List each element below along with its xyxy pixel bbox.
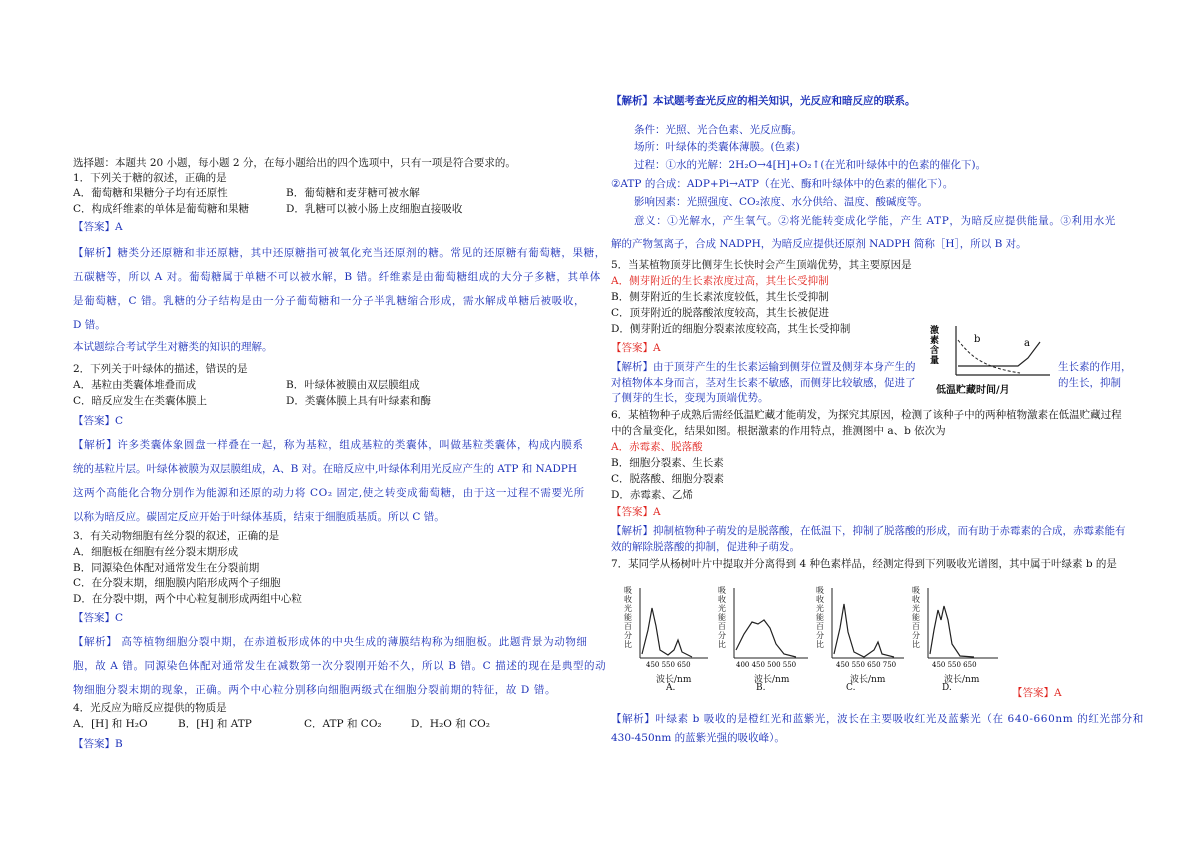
q5-answer: 【答案】A bbox=[611, 342, 661, 354]
q1-option-d: D．乳糖可以被小肠上皮细胞直接吸收 bbox=[286, 203, 463, 215]
q5-explanation-3: 了侧芽的生长，变现为顶端优势。 bbox=[611, 392, 769, 404]
spectrum-panel-d bbox=[910, 580, 1000, 694]
q4-explanation-meaning-2: 解的产物氢离子，合成 NADPH，为暗反应提供还原剂 NADPH 简称［H］，所以 B 对。 bbox=[611, 238, 1027, 250]
q1-option-c: C．构成纤维素的单体是葡萄糖和果糖 bbox=[73, 203, 250, 215]
q5-explanation-2: 对植物体本身而言，茎对生长素不敏感，而侧芽比较敏感，促进了 bbox=[611, 377, 916, 389]
q5-option-c: C．顶芽附近的脱落酸浓度较高，其生长被促进 bbox=[611, 307, 830, 319]
q3-stem: 3．有关动物细胞有丝分裂的叙述，正确的是 bbox=[73, 530, 280, 542]
q6-option-d: D．赤霉素、乙烯 bbox=[611, 489, 693, 501]
q3-option-d: D．在分裂中期，两个中心粒复制形成两组中心粒 bbox=[73, 593, 302, 605]
q4-explanation-factors: 影响因素：光照强度、CO₂浓度、水分供给、温度、酸碱度等。 bbox=[634, 196, 928, 208]
spectrum-ticks-b: 400 450 500 550 bbox=[736, 661, 797, 669]
q4-explanation-meaning-1: 意义：①光解水，产生氧气。②将光能转变成化学能，产生 ATP，为暗反应提供能量。③利用水光 bbox=[634, 215, 1116, 227]
q2-stem: 2．下列关于叶绿体的描述，错误的是 bbox=[73, 363, 248, 375]
q5-explanation-2b: 的生长，抑制 bbox=[1058, 377, 1121, 389]
spectrum-ticks-d: 450 550 650 bbox=[932, 661, 977, 669]
spectrum-ylabel-b: 吸收光能百分比 bbox=[718, 586, 726, 649]
q3-explanation-1: 【解析】 高等植物细胞分裂中期，在赤道板形成体的中央生成的薄膜结构称为细胞板。此题背景为动物细 bbox=[73, 636, 588, 648]
spectrum-label-a: A. bbox=[666, 683, 676, 693]
q2-explanation-2: 统的基粒片层。叶绿体被膜为双层膜组成，A、B 对。在暗反应中,叶绿体利用光反应产生的 ATP 和 NADPH bbox=[73, 463, 577, 475]
q3-explanation-2: 胞，故 A 错。同源染色体配对通常发生在减数第一次分裂刚开始不久，所以 B 错。C 描述的现在是典型的动 bbox=[73, 660, 607, 672]
q1-explanation-4: D 错。 bbox=[73, 319, 106, 331]
q6-explanation-2: 效的解除脱落酸的抑制，促进种子萌发。 bbox=[611, 541, 800, 553]
spectrum-xlabel-b: 波长/nm bbox=[754, 675, 790, 685]
q4-option-d: D．H₂O 和 CO₂ bbox=[411, 718, 490, 730]
q4-explanation-location: 场所：叶绿体的类囊体薄膜。(色素) bbox=[634, 141, 800, 153]
q6-option-a: A．赤霉素、脱落酸 bbox=[611, 441, 703, 453]
q2-answer: 【答案】C bbox=[73, 415, 124, 427]
q6-answer: 【答案】A bbox=[611, 506, 661, 518]
graph-y-label: 激素含量 bbox=[930, 326, 940, 366]
q4-option-c: C．ATP 和 CO₂ bbox=[304, 718, 382, 730]
q4-option-a: A．[H] 和 H₂O bbox=[73, 718, 148, 730]
q1-stem: 1．下列关于糖的叙述，正确的是 bbox=[73, 172, 227, 184]
spectrum-label-b: B. bbox=[756, 683, 766, 693]
spectrum-label-c: C. bbox=[846, 683, 856, 693]
spectrum-ylabel-c: 吸收光能百分比 bbox=[816, 586, 824, 649]
graph-label-b: b bbox=[974, 334, 981, 345]
q2-option-b: B．叶绿体被膜由双层膜组成 bbox=[286, 379, 420, 391]
q3-option-b: B．同源染色体配对通常发生在分裂前期 bbox=[73, 562, 260, 574]
graph-label-a: a bbox=[1024, 338, 1030, 349]
q6-option-b: B．细胞分裂素、生长素 bbox=[611, 457, 724, 469]
q6-stem-2: 中的含量变化，结果如图。根据激素的作用特点，推测图中 a、b 依次为 bbox=[611, 425, 946, 437]
q1-option-b: B．葡萄糖和麦芽糖可被水解 bbox=[286, 187, 420, 199]
spectrum-xlabel-c: 波长/nm bbox=[850, 675, 886, 685]
q4-answer: 【答案】B bbox=[73, 738, 123, 750]
q5-stem: 5．当某植物顶芽比侧芽生长快时会产生顶端优势，其主要原因是 bbox=[611, 259, 912, 271]
q3-explanation-3: 物细胞分裂末期的现象，正确。两个中心粒分别移向细胞两级式在细胞分裂前期的特征，故 D 错。 bbox=[73, 684, 557, 696]
q2-option-a: A．基粒由类囊体堆叠而成 bbox=[73, 379, 197, 391]
q3-answer: 【答案】C bbox=[73, 612, 124, 624]
q2-explanation-4: 以称为暗反应。碳固定反应开始于叶绿体基质，结束于细胞质基质。所以 C 错。 bbox=[73, 511, 445, 523]
q1-option-a: A．葡萄糖和果糖分子均有还原性 bbox=[73, 187, 228, 199]
q4-explanation-process: 过程：①水的光解：2H₂O→4[H]+O₂↑(在光和叶绿体中的色素的催化下)。 bbox=[634, 159, 987, 171]
q1-answer: 【答案】A bbox=[73, 221, 123, 233]
q1-explanation-2: 五碳糖等，所以 A 对。葡萄糖属于单糖不可以被水解，B 错。纤维素是由葡萄糖组成的大分子多糖，其单体 bbox=[73, 271, 601, 283]
q4-explanation-atp: ②ATP 的合成：ADP+Pi→ATP（在光、酶和叶绿体中的色素的催化下）。 bbox=[611, 178, 954, 190]
q1-summary: 本试题综合考试学生对糖类的知识的理解。 bbox=[73, 341, 273, 353]
q5-explanation-1b: 生长素的作用， bbox=[1058, 361, 1132, 373]
q5-option-d: D．侧芽附近的细胞分裂素浓度较高，其生长受抑制 bbox=[611, 323, 851, 335]
spectrum-ylabel-a: 吸收光能百分比 bbox=[624, 586, 632, 649]
q3-option-a: A．细胞板在细胞有丝分裂末期形成 bbox=[73, 546, 239, 558]
q4-explanation-title: 【解析】本试题考查光反应的相关知识，光反应和暗反应的联系。 bbox=[611, 95, 916, 107]
spectrum-ticks-c: 450 550 650 750 bbox=[836, 661, 897, 669]
q4-explanation-conditions: 条件：光照、光合色素、光反应酶。 bbox=[634, 124, 802, 136]
spectrum-ticks-a: 450 550 650 bbox=[646, 661, 691, 669]
hormone-content-graph bbox=[928, 320, 1056, 398]
q3-option-c: C．在分裂末期，细胞膜内陷形成两个子细胞 bbox=[73, 577, 281, 589]
q4-stem: 4．光反应为暗反应提供的物质是 bbox=[73, 702, 227, 714]
q6-option-c: C．脱落酸、细胞分裂素 bbox=[611, 473, 725, 485]
q6-stem-1: 6．某植物种子成熟后需经低温贮藏才能萌发，为探究其原因，检测了该种子中的两种植物激素在低温贮藏过程 bbox=[611, 409, 1122, 421]
spectrum-xlabel-a: 波长/nm bbox=[656, 675, 692, 685]
spectrum-panel-c bbox=[814, 580, 906, 694]
q5-explanation-1: 【解析】由于顶芽产生的生长素运输到侧芽位置及侧芽本身产生的 bbox=[611, 361, 916, 373]
q7-explanation-2: 430-450nm 的蓝紫光强的吸收峰）。 bbox=[611, 732, 785, 744]
q7-answer: 【答案】A bbox=[1012, 687, 1062, 699]
spectrum-xlabel-d: 波长/nm bbox=[944, 675, 980, 685]
spectrum-label-d: D. bbox=[942, 683, 952, 693]
q1-explanation-1: 【解析】糖类分还原糖和非还原糖，其中还原糖指可被氧化充当还原剂的糖。常见的还原糖有葡萄糖，果糖， bbox=[73, 247, 606, 259]
spectrum-panel-b bbox=[716, 580, 810, 694]
q7-explanation-1: 【解析】叶绿素 b 吸收的是橙红光和蓝紫光，波长在主要吸收红光及蓝紫光（在 640-660nm 的红光部分和 bbox=[611, 713, 1144, 725]
section-header: 选择题：本题共 20 小题，每小题 2 分，在每小题给出的四个选项中，只有一项是符合要求的。 bbox=[73, 157, 516, 169]
spectrum-panel-a bbox=[622, 580, 710, 694]
q5-option-a: A．侧芽附近的生长素浓度过高，其生长受抑制 bbox=[611, 275, 829, 287]
q2-option-c: C．暗反应发生在类囊体膜上 bbox=[73, 395, 208, 407]
spectrum-ylabel-d: 吸收光能百分比 bbox=[912, 586, 920, 649]
q2-explanation-3: 这两个高能化合物分别作为能源和还原的动力将 CO₂ 固定,使之转变成葡萄糖，由于这一过程不需要光所 bbox=[73, 487, 585, 499]
q7-stem: 7．某同学从杨树叶片中提取并分离得到 4 种色素样品，经测定得到下列吸收光谱图，其中属于叶绿素 b 的是 bbox=[611, 558, 1117, 570]
q2-explanation-1: 【解析】许多类囊体象圆盘一样叠在一起，称为基粒，组成基粒的类囊体，叫做基粒类囊体，构成内膜系 bbox=[73, 439, 584, 451]
graph-x-label: 低温贮藏时间/月 bbox=[936, 385, 1010, 396]
q6-explanation-1: 【解析】抑制植物种子萌发的是脱落酸，在低温下，抑制了脱落酸的形成，而有助于赤霉素的合成，赤霉素能有 bbox=[611, 525, 1126, 537]
q4-option-b: B．[H] 和 ATP bbox=[178, 718, 252, 730]
q2-option-d: D．类囊体膜上具有叶绿素和酶 bbox=[286, 395, 431, 407]
q5-option-b: B．侧芽附近的生长素浓度较低，其生长受抑制 bbox=[611, 291, 829, 303]
q1-explanation-3: 是葡萄糖，C 错。乳糖的分子结构是由一分子葡萄糖和一分子半乳糖缩合形成，需水解成单糖后被吸收， bbox=[73, 295, 586, 307]
